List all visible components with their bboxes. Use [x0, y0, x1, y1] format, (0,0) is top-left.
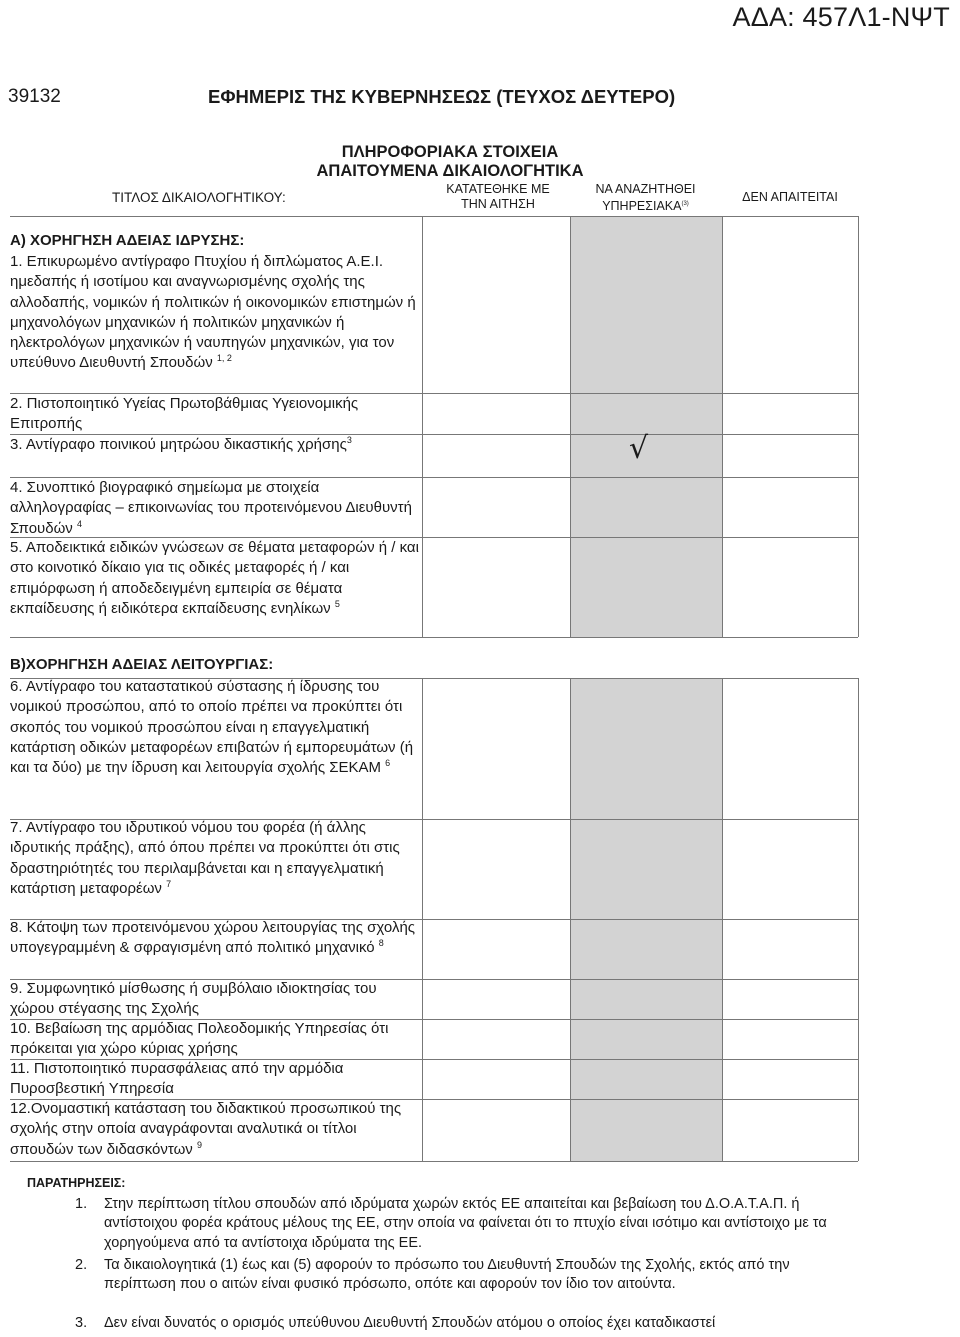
page-number: 39132: [8, 86, 61, 107]
grid-line: [722, 216, 723, 637]
note-text: Δεν είναι δυνατός ο ορισμός υπεύθυνου Διευθυντή Σπουδών ατόμου ο οποίος έχει καταδικαστεί: [104, 1315, 716, 1331]
note-1: [75, 1195, 845, 1255]
column-office-footnote: (3): [681, 201, 689, 207]
section-a-title: Α) ΧΟΡΗΓΗΣΗ ΑΔΕΙΑΣ ΙΔΡΥΣΗΣ:: [10, 232, 245, 249]
column-office-line2: ΥΠΗΡΕΣΙΑΚΑ: [602, 199, 682, 214]
document-item-10: 10. Βεβαίωση της αρμόδιας Πολεοδομικής Υπηρεσίας ότι πρόκειται για χώρο κύριας χρήσης: [10, 1020, 389, 1058]
document-item-2: 2. Πιστοποιητικό Υγείας Πρωτοβάθμιας Υγειονομικής Επιτροπής: [10, 395, 359, 433]
column-title-label: ΤΙΤΛΟΣ ΔΙΚΑΙΟΛΟΓΗΤΙΚΟΥ:: [112, 190, 286, 205]
column-submitted-line1: ΚΑΤΑΤΕΘΗΚΕ ΜΕ: [446, 182, 550, 196]
grid-line: [10, 1161, 858, 1162]
section-b-title: Β)ΧΟΡΗΓΗΣΗ ΑΔΕΙΑΣ ΛΕΙΤΟΥΡΓΙΑΣ:: [10, 656, 274, 673]
notes-title: ΠΑΡΑΤΗΡΗΣΕΙΣ:: [27, 1176, 126, 1190]
document-item-5: 5. Αποδεικτικά ειδικών γνώσεων σε θέματα μεταφορών ή / και στο κοινοτικό δίκαιο για τις οδικές μεταφορές ή / και επιμόρφωση ή αποδεδειγμένη εμπειρία σε θέματα εκπαίδευσης ή ειδικότερα εκπαίδευσης ενηλίκων $^5$: [10, 539, 419, 617]
footnote-ref: 3: [346, 435, 352, 445]
document-item-1: 1. Επικυρωμένο αντίγραφο Πτυχίου ή διπλώματος Α.Ε.Ι. ημεδαπής ή ισοτίμου και αναγνωρισμένης σχολής της αλλοδαπής, νομικών ή πολιτικών ή οικονομικών επιστημών ή μηχανολόγων μηχανικών ή πολιτικών μηχανικών ή ηλεκτρολόγων μηχανικών ή ναυπηγών μηχανικών, για τον υπεύθυνο Διευθυντή Σπουδών $^{1, 2}$: [10, 253, 416, 372]
document-item-9: 9. Συμφωνητικό μίσθωσης ή συμβόλαιο ιδιοκτησίας του χώρου στέγασης της Σχολής: [10, 980, 377, 1018]
document-item-11: 11. Πιστοποιητικό πυρασφάλειας από την αρμόδια Πυροσβεστική Υπηρεσία: [10, 1060, 344, 1098]
document-item-8: 8. Κάτοψη των προτεινόμενου χώρου λειτουργίας της σχολής υπογεγραμμένη & σφραγισμένη από πολιτικό μηχανικό $^8$: [10, 919, 416, 957]
document-item-6: 6. Αντίγραφο του καταστατικού σύστασης ή ίδρυσης του νομικού προσώπου, από το οποίο πρέπει να προκύπτει ότι σκοπός του νομικού προσώπου είναι η επαγγελματική κατάρτιση οδικών μεταφορέων επιβατών ή εμπορευμάτων (ή και τα δύο) με την ίδρυση και λειτουργία σχολής ΣΕΚΑΜ $^6$: [10, 678, 414, 777]
footnote-ref: 5: [334, 598, 340, 609]
grid-line: [858, 216, 859, 637]
table-heading-line2: ΑΠΑΙΤΟΥΜΕΝΑ ΔΙΚΑΙΟΛΟΓΗΤΙΚΑ: [316, 162, 584, 180]
column-submitted-header: [427, 182, 569, 212]
footnote-ref: 9: [196, 1139, 202, 1150]
column-office-line1: ΝΑ ΑΝΑΖΗΤΗΘΕΙ: [595, 182, 696, 196]
grid-line: [10, 637, 858, 638]
footnote-ref: 1, 2: [216, 353, 232, 364]
table-heading-line1: ΠΛΗΡΟΦΟΡΙΑΚΑ ΣΤΟΙΧΕΙΑ: [341, 143, 559, 161]
footnote-ref: 8: [378, 938, 384, 949]
note-number: 3.: [75, 1315, 88, 1331]
ada-code: ΑΔΑ: 457Λ1-ΝΨΤ: [732, 2, 950, 32]
footnote-ref: 6: [385, 758, 391, 769]
column-not-required-header: ΔΕΝ ΑΠΑΙΤΕΙΤΑΙ: [742, 190, 838, 204]
grid-line: [570, 216, 571, 637]
document-item-7: 7. Αντίγραφο του ιδρυτικού νόμου του φορέα (ή άλλης ιδρυτικής πράξης), από όπου πρέπει να προκύπτει ότι στις δραστηριότητές του περιλαμβάνεται και η επαγγελματική κατάρτιση μεταφορέων $^7$: [10, 819, 400, 897]
document-item-3: 3. Αντίγραφο ποινικού μητρώου δικαστικής χρήσης$^3$: [10, 435, 352, 453]
note-text: Στην περίπτωση τίτλου σπουδών από ιδρύματα χωρών εκτός ΕΕ απαιτείται και βεβαίωση του Δ.Ο.Α.Τ.Α.Π. ή αντίστοιχου φορέα κράτους μέλους της ΕΕ, στην οποία να φαίνεται ότι το πτυχίο είναι ισότιμο και αντίστοιχο με τα χορηγούμενα από τα αντίστοιχα ιδρύματα της ΕΕ.: [104, 1196, 827, 1251]
footnote-ref: 4: [76, 518, 82, 529]
footnote-ref: 7: [166, 878, 172, 889]
note-2: [75, 1256, 845, 1316]
grid-line: [422, 216, 423, 637]
note-text: Τα δικαιολογητικά (1) έως και (5) αφορούν το πρόσωπο του Διευθυντή Σπουδών της Σχολής, εκτός από την περίπτωση που ο αιτών είναι φυσικό πρόσωπο, οπότε και αφορούν τον ίδιο τον αιτούντα.: [104, 1257, 790, 1293]
note-3: [75, 1314, 845, 1334]
column-office-header: [573, 182, 718, 214]
note-number: 2.: [75, 1257, 88, 1273]
grid-line: [858, 678, 859, 1161]
gazette-title: ΕΦΗΜΕΡΙΣ ΤΗΣ ΚΥΒΕΡΝΗΣΕΩΣ (ΤΕΥΧΟΣ ΔΕΥΤΕΡΟ): [208, 86, 676, 107]
document-item-4: 4. Συνοπτικό βιογραφικό σημείωμα με στοιχεία αλληλογραφίας – επικοινωνίας του προτεινόμενου Διευθυντή Σπουδών $^4$: [10, 479, 412, 537]
column-submitted-line2: ΤΗΝ ΑΙΤΗΣΗ: [461, 197, 535, 211]
table-heading: [300, 143, 600, 181]
document-item-12: 12.Ονομαστική κατάσταση του διδακτικού προσωπικού της σχολής στην οποία αναγράφονται αναλυτικά οι τίτλοι σπουδών των διδασκόντων $^9$: [10, 1100, 402, 1158]
check-mark: √: [629, 431, 649, 466]
note-number: 1.: [75, 1196, 88, 1212]
shaded-cell-section-a: [570, 216, 722, 637]
grid-line: [10, 216, 858, 217]
